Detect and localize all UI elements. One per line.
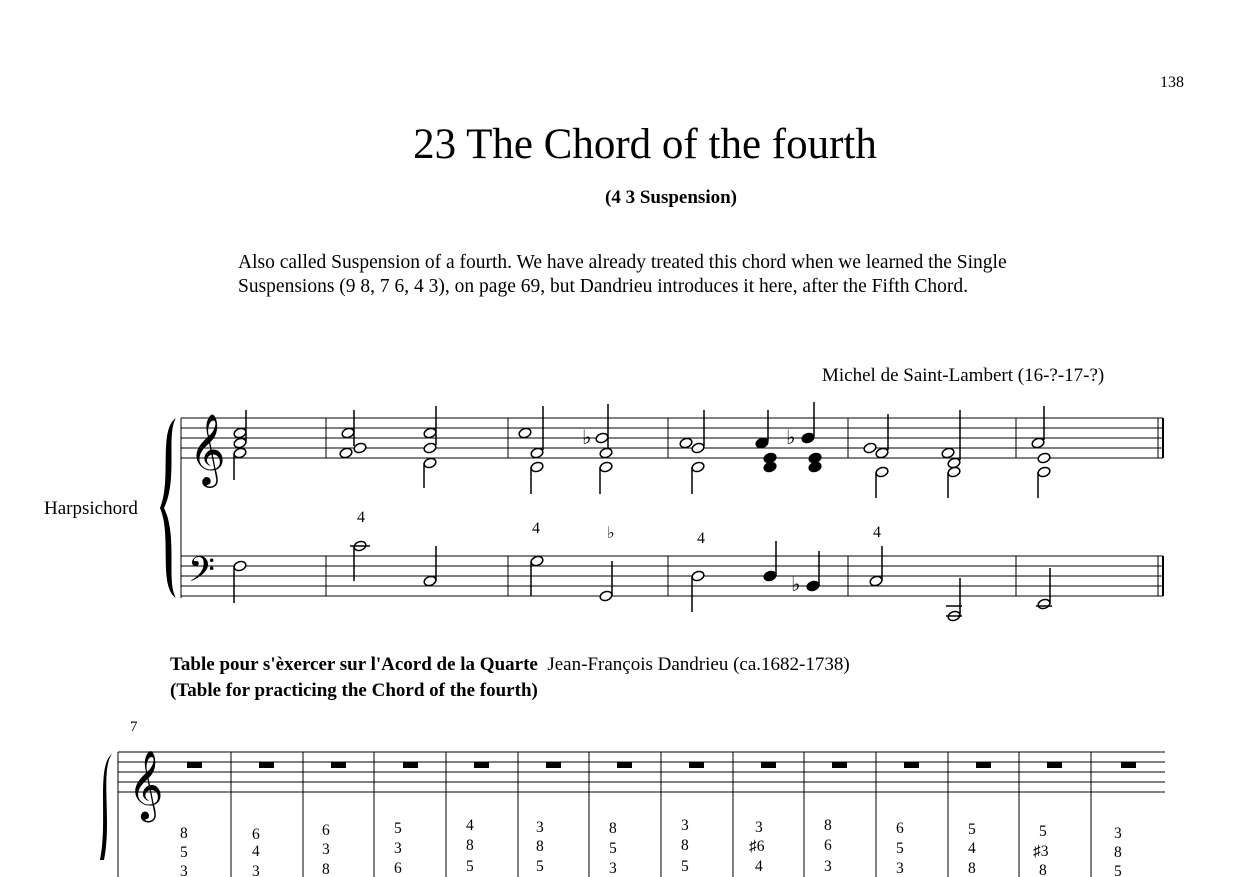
system-2 — [100, 752, 1165, 877]
table-figure: 3 — [252, 863, 260, 877]
table-figure: 8 — [968, 860, 976, 877]
brace — [160, 418, 176, 598]
table-figure: 8 — [536, 838, 544, 855]
table-figure: 4 — [252, 843, 260, 860]
figure-label: 4 — [532, 520, 540, 537]
table-figure: 8 — [466, 837, 474, 854]
table-figure: ♯3 — [1033, 843, 1049, 860]
table-figures — [180, 817, 1122, 877]
table-barlines — [231, 752, 1091, 877]
table-figure: 3 — [322, 841, 330, 858]
table-figure: 3 — [755, 819, 763, 836]
table-figure: 5 — [609, 840, 617, 857]
table-figure: 3 — [609, 860, 617, 877]
figure-label: 4 — [357, 509, 365, 526]
table-figure: 4 — [466, 817, 474, 834]
table-figure: 3 — [1114, 825, 1122, 842]
table-figure: 4 — [755, 858, 763, 875]
bass-clef-icon: 𝄢 — [188, 549, 216, 598]
page-number: 138 — [1160, 74, 1184, 91]
table-figure: 6 — [394, 860, 402, 877]
table-figure: 8 — [1039, 862, 1047, 877]
composer-credit: Michel de Saint-Lambert (16-?-17-?) — [822, 365, 1105, 386]
table-figure: 5 — [394, 820, 402, 837]
table-figure: 3 — [536, 819, 544, 836]
table-figure: 5 — [180, 844, 188, 861]
table-figure: 6 — [824, 837, 832, 854]
brace — [100, 754, 112, 860]
table-figure: 5 — [1039, 823, 1047, 840]
treble-clef-icon: 𝄞 — [128, 750, 164, 820]
table-figure: 5 — [1114, 863, 1122, 877]
table-title-author: Jean-François Dandrieu (ca.1682-1738) — [547, 654, 850, 675]
table-figure: 8 — [1114, 844, 1122, 861]
table-figure: 5 — [968, 821, 976, 838]
table-figure: 5 — [681, 858, 689, 875]
bass-notes — [233, 540, 1052, 622]
table-figure: 5 — [536, 858, 544, 875]
figure-label: 4 — [873, 524, 881, 541]
table-figure: 8 — [180, 825, 188, 842]
page-subtitle: (4 3 Suspension) — [605, 187, 737, 208]
page-title: 23 The Chord of the fourth — [413, 121, 877, 168]
table-figure: 3 — [681, 817, 689, 834]
table-figure: 3 — [824, 858, 832, 875]
table-figure: 8 — [322, 861, 330, 877]
instrument-label: Harpsichord — [44, 498, 138, 519]
svg-text:♭: ♭ — [786, 425, 796, 449]
table-figure: 6 — [252, 826, 260, 843]
example-figures — [357, 509, 881, 547]
table-figure: 5 — [896, 840, 904, 857]
table-figure: 8 — [824, 817, 832, 834]
flat-icon — [582, 425, 800, 596]
table-figure: 8 — [681, 837, 689, 854]
table-figure: 5 — [466, 858, 474, 875]
table-figure: 3 — [394, 840, 402, 857]
system-1 — [160, 418, 1163, 598]
table-figure: 4 — [968, 840, 976, 857]
svg-text:♭: ♭ — [582, 425, 592, 449]
measure-number: 7 — [130, 719, 138, 735]
table-figure: 3 — [180, 863, 188, 877]
table-figure: 6 — [896, 820, 904, 837]
table-figure: 3 — [896, 860, 904, 877]
table-subtitle: (Table for practicing the Chord of the fourth) — [170, 680, 538, 701]
table-figure: ♯6 — [749, 838, 765, 855]
table-figure: 8 — [609, 820, 617, 837]
table-title-french: Table pour s'èxercer sur l'Acord de la Quarte — [170, 654, 538, 675]
figure-label: 4 — [697, 530, 705, 547]
table-figure: 6 — [322, 822, 330, 839]
intro-line-2: Suspensions (9 8, 7 6, 4 3), on page 69, but Dandrieu introduces it here, after the Fifth Chord. — [238, 276, 969, 297]
intro-line-1: Also called Suspension of a fourth. We have already treated this chord when we learned the Single — [238, 252, 1007, 273]
svg-text:♭: ♭ — [791, 572, 801, 596]
treble-clef-icon: 𝄞 — [189, 412, 226, 485]
figure-label: ♭ — [607, 525, 615, 542]
